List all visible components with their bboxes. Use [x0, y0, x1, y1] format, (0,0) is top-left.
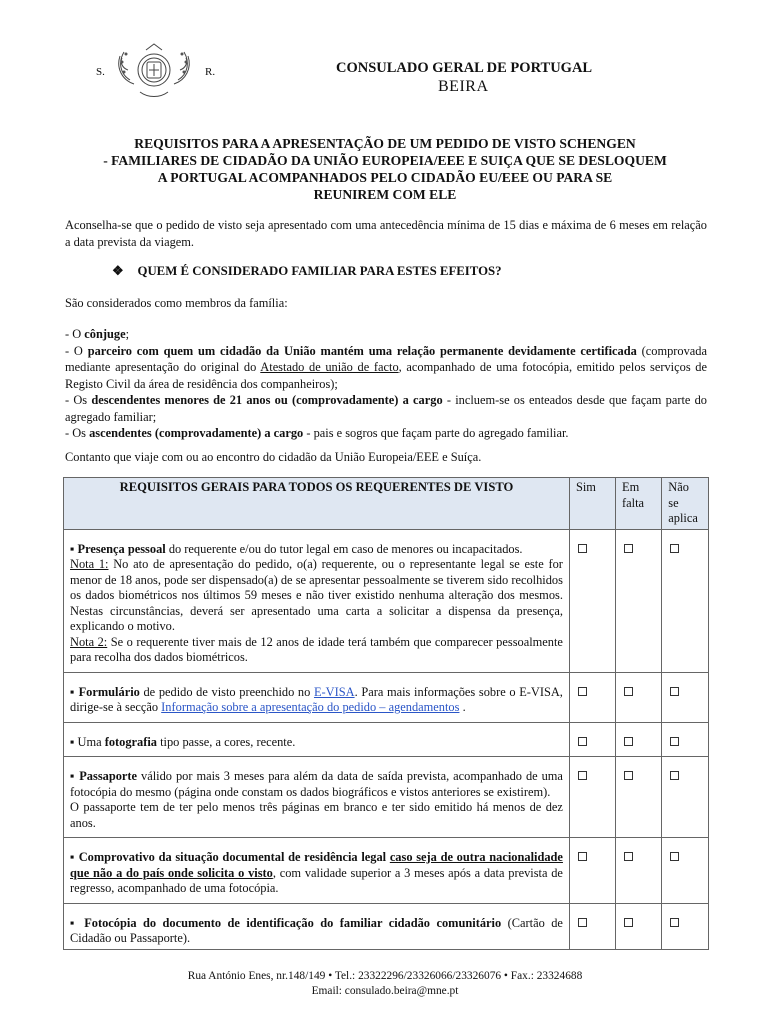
checkbox-nao-se-aplica[interactable]: [670, 918, 679, 927]
checkbox-em-falta[interactable]: [624, 918, 633, 927]
table-row: [64, 838, 709, 904]
letterhead-left-letter: S.: [96, 66, 105, 78]
table-header-row: [64, 478, 709, 530]
header-sim: Sim: [569, 478, 615, 530]
requirement-presence: ▪ Presença pessoal do requerente e/ou do tutor legal em caso de menores ou incapacitados. Nota 1: No ato de apresentação do pedido, o(a) requerente, ou o representante legal se este for menor de 18 anos, pode ser dispensado(a) de se apresentar pessoalmente se tiverem sido recolhidos os dados biométricos nos últimos 59 meses e não tiver existido nenhuma alteração dos mesmos. Nestas circunstâncias, deverá ser apresentado uma carta a solicitar a dispensa da presença, explicando o motivo. Nota 2: Se o requerente tiver mais de 12 anos de idade terá também que comparecer pessoalmente para recolha dos dados biométricos.: [64, 529, 570, 672]
footer-email: Email: consulado.beira@mne.pt: [311, 985, 459, 997]
member-spouse: - O cônjuge;: [65, 327, 130, 341]
checkbox-em-falta[interactable]: [624, 544, 633, 553]
members-intro: São considerados como membros da família:: [65, 296, 288, 310]
table-row: [64, 903, 709, 949]
member-descendants: - Os descendentes menores de 21 anos ou (comprovadamente) a cargo - incluem-se os enteados desde que façam parte do agregado familiar;: [65, 393, 707, 424]
checkbox-em-falta[interactable]: [624, 852, 633, 861]
checkbox-sim[interactable]: [578, 687, 587, 696]
checkbox-nao-se-aplica[interactable]: [670, 852, 679, 861]
requirement-form: ▪ Formulário de pedido de visto preenchido no E-VISA. Para mais informações sobre o E-VISA, dirige-se à secção Informação sobre a apresentação do pedido – agendamentos .: [64, 672, 570, 722]
footer-address: Rua António Enes, nr.148/149 • Tel.: 23322296/23326066/23326076 • Fax.: 23324688: [187, 970, 583, 982]
evisa-link[interactable]: E-VISA: [313, 684, 355, 699]
letterhead: [0, 38, 770, 108]
checkbox-nao-se-aplica[interactable]: [670, 687, 679, 696]
requirement-photo: ▪ Uma fotografia tipo passe, a cores, recente.: [64, 722, 570, 757]
member-ascendants: - Os ascendentes (comprovadamente) a cargo - pais e sogros que façam parte do agregado familiar.: [65, 426, 569, 440]
header-nao-se-aplica: Não se aplica: [662, 478, 709, 530]
checkbox-sim[interactable]: [578, 852, 587, 861]
table-row: [64, 529, 709, 672]
consulate-city: BEIRA: [438, 78, 489, 95]
diamond-bullet-icon: ❖: [112, 264, 124, 278]
header-em-falta: Em falta: [616, 478, 662, 530]
title-line: - FAMILIARES DE CIDADÃO DA UNIÃO EUROPEIA/EEE E SUIÇA QUE SE DESLOQUEM: [103, 153, 667, 168]
requirement-id-copy: ▪ Fotocópia do documento de identificação do familiar cidadão comunitário (Cartão de Cidadão ou Passaporte).: [64, 903, 570, 949]
document-title: [40, 135, 730, 203]
checkbox-nao-se-aplica[interactable]: [670, 737, 679, 746]
checkbox-nao-se-aplica[interactable]: [670, 771, 679, 780]
requirement-passport: ▪ Passaporte válido por mais 3 meses para além da data de saída prevista, acompanhado de uma fotocópia do mesmo (página onde constam os dados biográficos e vistos anteriores se existirem). O passaporte tem de ter pelo menos três páginas em branco e ter sido emitido há menos de dez anos.: [64, 757, 570, 838]
section-heading: [112, 264, 502, 279]
checkbox-sim[interactable]: [578, 771, 587, 780]
title-line: REUNIREM COM ELE: [313, 187, 457, 202]
travel-condition: Contanto que viaje com ou ao encontro do cidadão da União Europeia/EEE e Suíça.: [65, 450, 482, 464]
table-row: [64, 757, 709, 838]
section-heading-text: QUEM É CONSIDERADO FAMILIAR PARA ESTES EFEITOS?: [137, 264, 502, 278]
checkbox-em-falta[interactable]: [624, 687, 633, 696]
title-line: REQUISITOS PARA A APRESENTAÇÃO DE UM PEDIDO DE VISTO SCHENGEN: [134, 136, 636, 151]
checkbox-em-falta[interactable]: [624, 737, 633, 746]
checkbox-sim[interactable]: [578, 737, 587, 746]
page-footer: [0, 969, 770, 999]
checkbox-sim[interactable]: [578, 544, 587, 553]
header-requirements: REQUISITOS GERAIS PARA TODOS OS REQUERENTES DE VISTO: [64, 478, 570, 530]
requirement-residence-proof: ▪ Comprovativo da situação documental de residência legal caso seja de outra nacionalidade que não a do país onde solicita o visto, com validade superior a 3 meses após a data prevista de regresso, acompanhado de uma fotocópia.: [64, 838, 570, 904]
member-partner: - O parceiro com quem um cidadão da União mantém uma relação permanente devidamente certificada (comprovada mediante apresentação do original do Atestado de união de facto, acompanhado de uma fotocópia, emitido pelos serviços de Registo Civil da área de residência dos companheiros);: [65, 343, 708, 391]
family-members-list: [65, 326, 707, 442]
letterhead-right-letter: R.: [205, 66, 216, 78]
requirements-table: [63, 477, 709, 950]
appointments-info-link[interactable]: Informação sobre a apresentação do pedido – agendamentos: [161, 700, 460, 714]
table-row: [64, 672, 709, 722]
checkbox-nao-se-aplica[interactable]: [670, 544, 679, 553]
civil-union-certificate-link[interactable]: Atestado de união de facto: [260, 360, 399, 374]
checkbox-sim[interactable]: [578, 918, 587, 927]
title-line: A PORTUGAL ACOMPANHADOS PELO CIDADÃO EU/EEE OU PARA SE: [157, 170, 613, 185]
consulate-name: CONSULADO GERAL DE PORTUGAL: [336, 60, 593, 76]
table-row: [64, 722, 709, 757]
intro-paragraph: Aconselha-se que o pedido de visto seja apresentado com uma antecedência mínima de 15 dias e máxima de 6 meses em relação a data prevista da viagem.: [65, 218, 707, 249]
checkbox-em-falta[interactable]: [624, 771, 633, 780]
portuguese-coat-of-arms-icon: [112, 40, 196, 102]
